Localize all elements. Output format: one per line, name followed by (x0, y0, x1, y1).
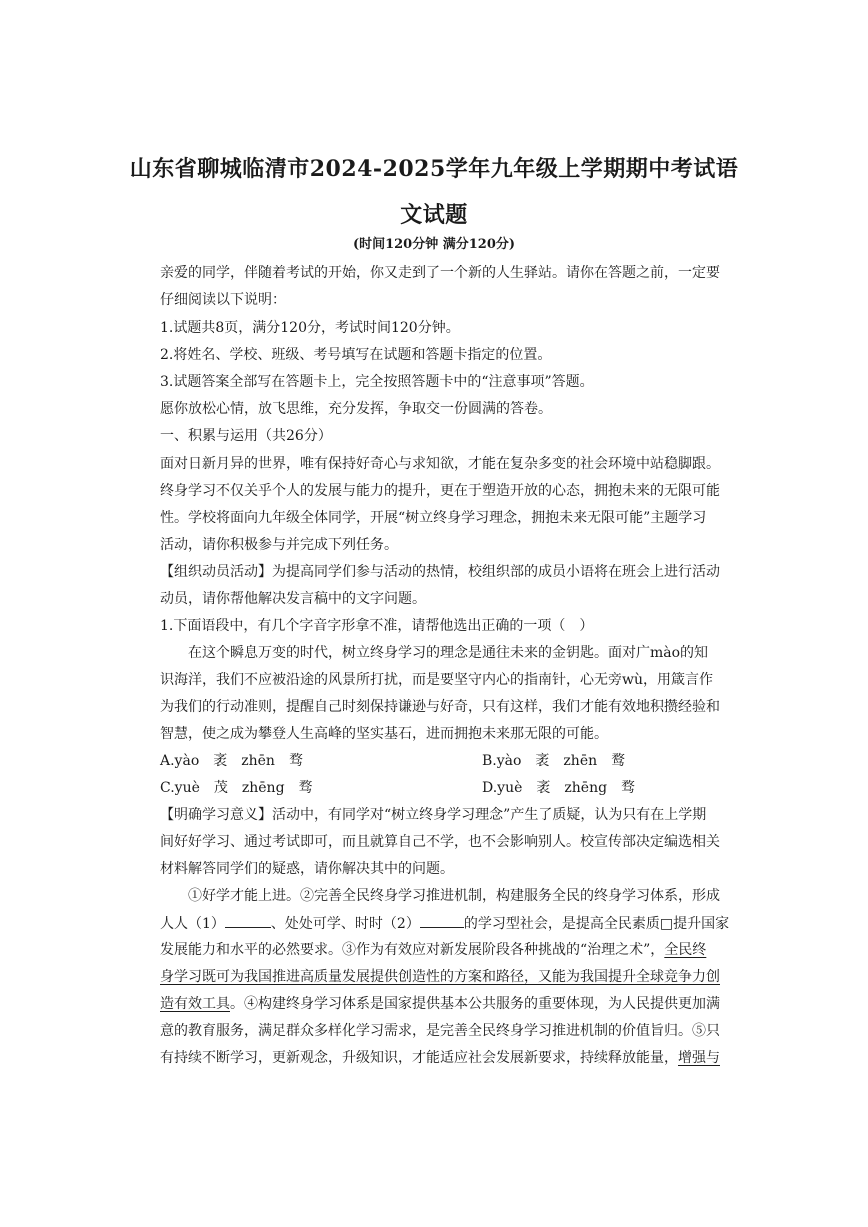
passage-line: 意的教育服务，满足群众多样化学习需求，是完善全民终身学习推进机制的价值旨归。⑤只 (160, 1023, 720, 1039)
passage-line (160, 943, 706, 957)
paragraph-line: 终身学习不仅关乎个人的发展与能力的提升，更在于塑造开放的心态，拥抱未来的无限可能 (160, 483, 720, 499)
fill-blank-1 (225, 916, 271, 928)
intro-line: 亲爱的同学，伴随着考试的开始，你又走到了一个新的人生驿站。请你在答题之前，一定要 (160, 265, 720, 281)
passage-line (160, 997, 720, 1011)
underlined-sentence: 增强与 (678, 1050, 720, 1066)
option-a: A.yào 袤 zhēn 骛 (160, 753, 303, 769)
document-title-line1: 山东省聊城临清市2024-2025学年九年级上学期期中考试语 (129, 156, 739, 182)
wish-text: 愿你放松心情，放飞思维，充分发挥，争取交一份圆满的答卷。 (160, 401, 552, 417)
passage-line (160, 970, 720, 984)
exam-subtitle: (时间120分钟 满分120分) (352, 237, 516, 252)
task-heading: 【明确学习意义】活动中，有同学对“树立终身学习理念”产生了质疑，认为只有在上学期 (160, 807, 707, 823)
fill-blank-2 (420, 916, 464, 928)
paragraph-line: 活动，请你积极参与并完成下列任务。 (160, 537, 398, 553)
option-b: B.yào 袤 zhēn 鹜 (482, 753, 626, 769)
document-title-line2: 文试题 (400, 202, 468, 228)
section-heading: 一、积累与运用（共26分） (160, 428, 332, 444)
passage-line: ①好学才能上进。②完善全民终身学习推进机制，构建服务全民的终身学习体系，形成 (188, 888, 720, 904)
passage-text: 人人（1） (160, 916, 225, 932)
intro-line: 仔细阅读以下说明： (160, 292, 286, 308)
task-heading: 间好好学习、通过考试即可，而且就算自己不学，也不会影响别人。校宣传部决定编选相关 (160, 834, 720, 850)
task-heading: 【组织动员活动】为提高同学们参与活动的热情，校组织部的成员小语将在班会上进行活动 (160, 564, 720, 580)
passage-line (160, 1051, 720, 1065)
rule-item: 3.试题答案全部写在答题卡上，完全按照答题卡中的“注意事项”答题。 (160, 374, 594, 390)
underlined-sentence: 造有效工具 (160, 996, 230, 1012)
passage-text: 有持续不断学习，更新观念，升级知识，才能适应社会发展新要求，持续释放能量， (160, 1050, 678, 1066)
passage-text: 。④构建终身学习体系是国家提供基本公共服务的重要体现，为人民提供更加满 (230, 996, 720, 1012)
underlined-sentence: 身学习既可为我国推进高质量发展提供创造性的方案和路径，又能为我国提升全球竞争力创 (160, 969, 720, 985)
option-d: D.yuè 袤 zhēng 骛 (482, 780, 636, 796)
passage-line: 在这个瞬息万变的时代，树立终身学习的理念是通往未来的金钥匙。面对广mào的知 (188, 645, 709, 661)
passage-text: 、处处可学、时时（2） (270, 916, 420, 932)
underlined-sentence: 全民终 (664, 942, 707, 958)
passage-text: 发展能力和水平的必然要求。③作为有效应对新发展阶段各种挑战的“治理之术”， (160, 942, 665, 958)
rule-item: 1.试题共8页，满分120分，考试时间120分钟。 (160, 320, 460, 336)
task-heading: 动员，请你帮他解决发言稿中的文字问题。 (160, 591, 426, 607)
question-1: 1.下面语段中，有几个字音字形拿不准，请帮他选出正确的一项（ ） (160, 618, 594, 634)
option-c: C.yuè 茂 zhēng 骛 (160, 780, 313, 796)
task-heading: 材料解答同学们的疑惑，请你解决其中的问题。 (160, 861, 454, 877)
passage-line: 识海洋，我们不应被沿途的风景所打扰，而是要坚守内心的指南针，心无旁wù，用箴言作 (160, 672, 713, 688)
rule-item: 2.将姓名、学校、班级、考号填写在试题和答题卡指定的位置。 (160, 347, 552, 363)
passage-text: 的学习型社会，是提高全民素质□提升国家 (463, 916, 730, 932)
paragraph-line: 面对日新月异的世界，唯有保持好奇心与求知欲，才能在复杂多变的社会环境中站稳脚跟。 (160, 456, 720, 472)
passage-line-with-blanks (160, 916, 729, 931)
paragraph-line: 性。学校将面向九年级全体同学，开展“树立终身学习理念，拥抱未来无限可能”主题学习 (160, 510, 707, 526)
passage-line: 为我们的行动准则，提醒自己时刻保持谦逊与好奇，只有这样，我们才能有效地积攒经验和 (160, 699, 720, 715)
passage-line: 智慧，使之成为攀登人生高峰的坚实基石，进而拥抱未来那无限的可能。 (160, 726, 608, 742)
